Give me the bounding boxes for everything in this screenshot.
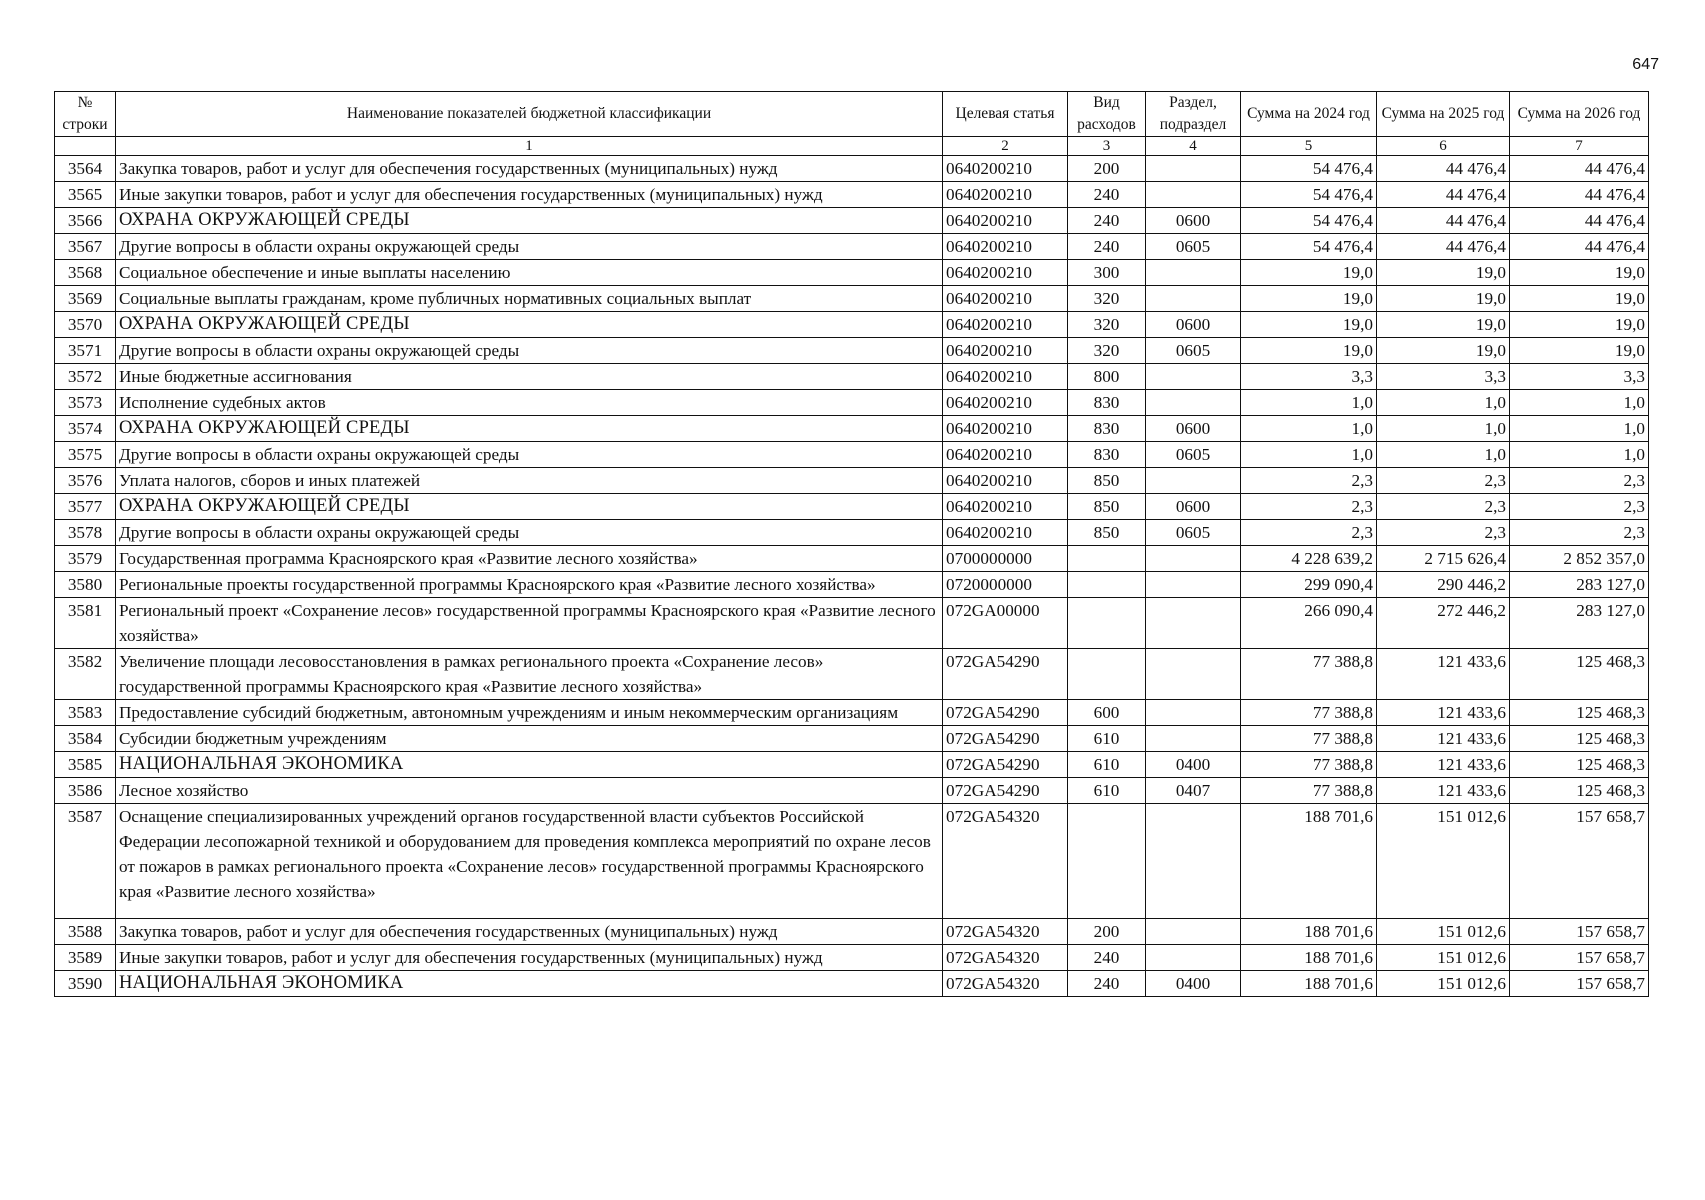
row-target-code: 0640200210 [943, 260, 1068, 286]
column-number: 1 [116, 137, 943, 156]
table-row [55, 919, 1649, 945]
row-target-code: 0640200210 [943, 312, 1068, 338]
row-name: Субсидии бюджетным учреждениям [116, 726, 943, 752]
row-section [1146, 182, 1241, 208]
row-sum-2026: 157 658,7 [1510, 919, 1649, 945]
row-name: Увеличение площади лесовосстановления в рамках регионального проекта «Сохранение лесов» государственной программы Красноярского края «Развитие лесного хозяйства» [116, 649, 943, 700]
row-name: Другие вопросы в области охраны окружающей среды [116, 338, 943, 364]
row-sum-2025: 151 012,6 [1377, 804, 1510, 919]
row-sum-2025: 44 476,4 [1377, 182, 1510, 208]
row-target-code: 072GA54320 [943, 804, 1068, 919]
row-target-code: 0640200210 [943, 494, 1068, 520]
row-name: Социальное обеспечение и иные выплаты населению [116, 260, 943, 286]
row-target-code: 072GA54320 [943, 971, 1068, 997]
row-name: Уплата налогов, сборов и иных платежей [116, 468, 943, 494]
row-name: ОХРАНА ОКРУЖАЮЩЕЙ СРЕДЫ [116, 416, 943, 442]
row-sum-2026: 125 468,3 [1510, 700, 1649, 726]
row-sum-2026: 3,3 [1510, 364, 1649, 390]
row-sum-2024: 77 388,8 [1241, 700, 1377, 726]
row-name: НАЦИОНАЛЬНАЯ ЭКОНОМИКА [116, 752, 943, 778]
row-target-code: 072GA54290 [943, 649, 1068, 700]
row-name: Закупка товаров, работ и услуг для обеспечения государственных (муниципальных) нужд [116, 156, 943, 182]
row-section: 0600 [1146, 208, 1241, 234]
table-row [55, 971, 1649, 997]
row-sum-2026: 157 658,7 [1510, 804, 1649, 919]
row-sum-2025: 19,0 [1377, 260, 1510, 286]
row-section [1146, 572, 1241, 598]
row-sum-2026: 44 476,4 [1510, 156, 1649, 182]
row-sum-2025: 1,0 [1377, 416, 1510, 442]
row-sum-2024: 77 388,8 [1241, 778, 1377, 804]
column-number: 2 [943, 137, 1068, 156]
row-target-code: 0640200210 [943, 182, 1068, 208]
row-number: 3581 [55, 598, 116, 649]
row-sum-2024: 19,0 [1241, 312, 1377, 338]
row-number: 3577 [55, 494, 116, 520]
row-expense-type: 610 [1068, 752, 1146, 778]
row-number: 3565 [55, 182, 116, 208]
row-expense-type: 240 [1068, 208, 1146, 234]
row-sum-2024: 19,0 [1241, 286, 1377, 312]
column-number-blank [55, 137, 116, 156]
row-expense-type: 850 [1068, 468, 1146, 494]
row-sum-2025: 121 433,6 [1377, 726, 1510, 752]
row-expense-type: 320 [1068, 286, 1146, 312]
row-sum-2024: 19,0 [1241, 338, 1377, 364]
row-expense-type: 610 [1068, 778, 1146, 804]
row-name: Исполнение судебных актов [116, 390, 943, 416]
row-number: 3580 [55, 572, 116, 598]
row-number: 3590 [55, 971, 116, 997]
row-number: 3567 [55, 234, 116, 260]
row-sum-2026: 2 852 357,0 [1510, 546, 1649, 572]
table-row [55, 286, 1649, 312]
row-sum-2025: 44 476,4 [1377, 234, 1510, 260]
row-target-code: 072GA54290 [943, 752, 1068, 778]
row-target-code: 0640200210 [943, 364, 1068, 390]
column-number: 3 [1068, 137, 1146, 156]
row-sum-2026: 1,0 [1510, 390, 1649, 416]
row-expense-type [1068, 598, 1146, 649]
row-expense-type: 240 [1068, 234, 1146, 260]
row-sum-2025: 19,0 [1377, 286, 1510, 312]
row-target-code: 0640200210 [943, 468, 1068, 494]
row-sum-2024: 2,3 [1241, 468, 1377, 494]
row-sum-2024: 299 090,4 [1241, 572, 1377, 598]
header-sum-2026: Сумма на 2026 год [1510, 92, 1649, 137]
row-expense-type: 240 [1068, 971, 1146, 997]
table-row [55, 364, 1649, 390]
table-row [55, 468, 1649, 494]
table-row [55, 520, 1649, 546]
column-number-row [55, 137, 1649, 156]
row-number: 3586 [55, 778, 116, 804]
row-sum-2025: 121 433,6 [1377, 778, 1510, 804]
row-target-code: 0640200210 [943, 390, 1068, 416]
row-number: 3585 [55, 752, 116, 778]
row-target-code: 072GA00000 [943, 598, 1068, 649]
row-expense-type: 830 [1068, 442, 1146, 468]
row-section: 0605 [1146, 520, 1241, 546]
row-name: Социальные выплаты гражданам, кроме публичных нормативных социальных выплат [116, 286, 943, 312]
row-expense-type [1068, 804, 1146, 919]
row-section [1146, 546, 1241, 572]
row-sum-2026: 283 127,0 [1510, 598, 1649, 649]
table-row [55, 442, 1649, 468]
row-expense-type: 600 [1068, 700, 1146, 726]
row-number: 3568 [55, 260, 116, 286]
row-sum-2026: 2,3 [1510, 494, 1649, 520]
table-row [55, 945, 1649, 971]
row-section [1146, 390, 1241, 416]
row-sum-2024: 188 701,6 [1241, 804, 1377, 919]
table-row [55, 156, 1649, 182]
row-number: 3589 [55, 945, 116, 971]
row-sum-2024: 2,3 [1241, 520, 1377, 546]
row-expense-type: 320 [1068, 338, 1146, 364]
row-target-code: 0640200210 [943, 286, 1068, 312]
row-sum-2026: 157 658,7 [1510, 971, 1649, 997]
row-section [1146, 156, 1241, 182]
row-sum-2024: 19,0 [1241, 260, 1377, 286]
table-row [55, 649, 1649, 700]
row-sum-2025: 151 012,6 [1377, 919, 1510, 945]
row-section: 0600 [1146, 494, 1241, 520]
column-number: 4 [1146, 137, 1241, 156]
row-section: 0400 [1146, 752, 1241, 778]
row-number: 3573 [55, 390, 116, 416]
table-row [55, 804, 1649, 919]
row-number: 3583 [55, 700, 116, 726]
row-name: ОХРАНА ОКРУЖАЮЩЕЙ СРЕДЫ [116, 208, 943, 234]
row-sum-2025: 3,3 [1377, 364, 1510, 390]
row-sum-2024: 54 476,4 [1241, 208, 1377, 234]
row-expense-type: 800 [1068, 364, 1146, 390]
row-number: 3588 [55, 919, 116, 945]
row-sum-2026: 125 468,3 [1510, 752, 1649, 778]
row-sum-2024: 1,0 [1241, 442, 1377, 468]
row-sum-2024: 3,3 [1241, 364, 1377, 390]
row-expense-type: 830 [1068, 416, 1146, 442]
row-sum-2026: 283 127,0 [1510, 572, 1649, 598]
row-number: 3587 [55, 804, 116, 919]
row-sum-2025: 44 476,4 [1377, 156, 1510, 182]
table-row [55, 700, 1649, 726]
row-sum-2026: 44 476,4 [1510, 208, 1649, 234]
row-sum-2025: 19,0 [1377, 312, 1510, 338]
row-number: 3578 [55, 520, 116, 546]
row-section [1146, 804, 1241, 919]
row-section: 0600 [1146, 416, 1241, 442]
row-sum-2025: 121 433,6 [1377, 752, 1510, 778]
row-name: Иные закупки товаров, работ и услуг для обеспечения государственных (муниципальных) нужд [116, 182, 943, 208]
row-target-code: 0640200210 [943, 208, 1068, 234]
row-expense-type: 240 [1068, 182, 1146, 208]
row-expense-type: 320 [1068, 312, 1146, 338]
row-name: Другие вопросы в области охраны окружающей среды [116, 520, 943, 546]
header-type: Вид расходов [1068, 92, 1146, 137]
row-number: 3571 [55, 338, 116, 364]
column-number: 7 [1510, 137, 1649, 156]
row-name: ОХРАНА ОКРУЖАЮЩЕЙ СРЕДЫ [116, 312, 943, 338]
table-row [55, 390, 1649, 416]
row-sum-2024: 54 476,4 [1241, 156, 1377, 182]
table-row [55, 546, 1649, 572]
header-row [55, 92, 1649, 137]
header-target: Целевая статья [943, 92, 1068, 137]
row-sum-2026: 44 476,4 [1510, 182, 1649, 208]
row-sum-2024: 54 476,4 [1241, 234, 1377, 260]
row-target-code: 072GA54290 [943, 778, 1068, 804]
row-section [1146, 726, 1241, 752]
row-sum-2026: 157 658,7 [1510, 945, 1649, 971]
row-expense-type: 240 [1068, 945, 1146, 971]
row-sum-2026: 19,0 [1510, 338, 1649, 364]
row-section: 0600 [1146, 312, 1241, 338]
row-name: Закупка товаров, работ и услуг для обеспечения государственных (муниципальных) нужд [116, 919, 943, 945]
row-name: НАЦИОНАЛЬНАЯ ЭКОНОМИКА [116, 971, 943, 997]
row-target-code: 072GA54320 [943, 945, 1068, 971]
row-sum-2025: 151 012,6 [1377, 945, 1510, 971]
row-sum-2024: 1,0 [1241, 416, 1377, 442]
row-expense-type: 300 [1068, 260, 1146, 286]
row-name: Региональные проекты государственной программы Красноярского края «Развитие лесного хозяйства» [116, 572, 943, 598]
row-number: 3566 [55, 208, 116, 234]
row-section [1146, 286, 1241, 312]
row-sum-2025: 272 446,2 [1377, 598, 1510, 649]
row-sum-2025: 19,0 [1377, 338, 1510, 364]
row-sum-2024: 2,3 [1241, 494, 1377, 520]
row-sum-2025: 121 433,6 [1377, 700, 1510, 726]
row-sum-2024: 77 388,8 [1241, 649, 1377, 700]
table-row [55, 338, 1649, 364]
row-name: Оснащение специализированных учреждений органов государственной власти субъектов Российской Федерации лесопожарной техникой и оборудованием для проведения комплекса мероприятий по охране лесов от пожаров в рамках регионального проекта «Сохранение лесов» государственной программы Красноярского края «Развитие лесного хозяйства» [116, 804, 943, 919]
row-section: 0605 [1146, 234, 1241, 260]
row-number: 3572 [55, 364, 116, 390]
table-row [55, 598, 1649, 649]
row-sum-2026: 19,0 [1510, 260, 1649, 286]
row-expense-type [1068, 572, 1146, 598]
table-row [55, 572, 1649, 598]
row-number: 3575 [55, 442, 116, 468]
row-name: Иные закупки товаров, работ и услуг для обеспечения государственных (муниципальных) нужд [116, 945, 943, 971]
row-target-code: 0640200210 [943, 234, 1068, 260]
row-sum-2025: 1,0 [1377, 390, 1510, 416]
row-target-code: 0640200210 [943, 156, 1068, 182]
row-target-code: 072GA54290 [943, 700, 1068, 726]
table-row [55, 312, 1649, 338]
column-number: 5 [1241, 137, 1377, 156]
row-section: 0605 [1146, 442, 1241, 468]
table-row [55, 208, 1649, 234]
row-sum-2024: 188 701,6 [1241, 971, 1377, 997]
column-number: 6 [1377, 137, 1510, 156]
row-target-code: 072GA54290 [943, 726, 1068, 752]
row-target-code: 0640200210 [943, 520, 1068, 546]
row-number: 3570 [55, 312, 116, 338]
row-sum-2026: 44 476,4 [1510, 234, 1649, 260]
row-sum-2024: 188 701,6 [1241, 919, 1377, 945]
row-expense-type: 850 [1068, 520, 1146, 546]
row-name: Другие вопросы в области охраны окружающей среды [116, 234, 943, 260]
row-number: 3576 [55, 468, 116, 494]
row-sum-2024: 1,0 [1241, 390, 1377, 416]
table-row [55, 494, 1649, 520]
row-section [1146, 598, 1241, 649]
row-number: 3579 [55, 546, 116, 572]
row-expense-type [1068, 649, 1146, 700]
row-target-code: 0720000000 [943, 572, 1068, 598]
table-row [55, 416, 1649, 442]
row-target-code: 0640200210 [943, 416, 1068, 442]
row-expense-type [1068, 546, 1146, 572]
row-sum-2025: 290 446,2 [1377, 572, 1510, 598]
row-section: 0605 [1146, 338, 1241, 364]
row-sum-2025: 121 433,6 [1377, 649, 1510, 700]
row-sum-2024: 54 476,4 [1241, 182, 1377, 208]
row-name: ОХРАНА ОКРУЖАЮЩЕЙ СРЕДЫ [116, 494, 943, 520]
row-sum-2025: 1,0 [1377, 442, 1510, 468]
row-section [1146, 649, 1241, 700]
table-row [55, 260, 1649, 286]
header-name: Наименование показателей бюджетной классификации [116, 92, 943, 137]
row-sum-2025: 2 715 626,4 [1377, 546, 1510, 572]
header-row-no: № строки [55, 92, 116, 137]
table-row [55, 234, 1649, 260]
row-expense-type: 830 [1068, 390, 1146, 416]
row-section [1146, 364, 1241, 390]
row-target-code: 0640200210 [943, 338, 1068, 364]
row-sum-2026: 19,0 [1510, 312, 1649, 338]
table-row [55, 752, 1649, 778]
row-sum-2025: 44 476,4 [1377, 208, 1510, 234]
row-expense-type: 610 [1068, 726, 1146, 752]
page-number: 647 [1632, 56, 1659, 73]
row-sum-2024: 266 090,4 [1241, 598, 1377, 649]
row-sum-2025: 2,3 [1377, 520, 1510, 546]
row-sum-2025: 2,3 [1377, 494, 1510, 520]
row-name: Лесное хозяйство [116, 778, 943, 804]
row-sum-2026: 125 468,3 [1510, 649, 1649, 700]
row-expense-type: 200 [1068, 156, 1146, 182]
row-section [1146, 468, 1241, 494]
row-number: 3582 [55, 649, 116, 700]
row-sum-2026: 125 468,3 [1510, 726, 1649, 752]
row-name: Другие вопросы в области охраны окружающей среды [116, 442, 943, 468]
row-number: 3564 [55, 156, 116, 182]
row-name: Иные бюджетные ассигнования [116, 364, 943, 390]
budget-table [54, 91, 1649, 997]
row-sum-2026: 2,3 [1510, 468, 1649, 494]
row-target-code: 0700000000 [943, 546, 1068, 572]
table-row [55, 726, 1649, 752]
row-expense-type: 850 [1068, 494, 1146, 520]
row-sum-2026: 19,0 [1510, 286, 1649, 312]
row-sum-2026: 2,3 [1510, 520, 1649, 546]
row-sum-2026: 1,0 [1510, 442, 1649, 468]
row-sum-2024: 188 701,6 [1241, 945, 1377, 971]
header-sum-2024: Сумма на 2024 год [1241, 92, 1377, 137]
row-expense-type: 200 [1068, 919, 1146, 945]
row-section [1146, 919, 1241, 945]
row-sum-2025: 151 012,6 [1377, 971, 1510, 997]
row-number: 3574 [55, 416, 116, 442]
row-section: 0407 [1146, 778, 1241, 804]
row-sum-2026: 1,0 [1510, 416, 1649, 442]
row-name: Предоставление субсидий бюджетным, автономным учреждениям и иным некоммерческим организациям [116, 700, 943, 726]
row-sum-2024: 77 388,8 [1241, 752, 1377, 778]
row-sum-2024: 4 228 639,2 [1241, 546, 1377, 572]
row-sum-2026: 125 468,3 [1510, 778, 1649, 804]
row-sum-2025: 2,3 [1377, 468, 1510, 494]
table-row [55, 182, 1649, 208]
table-row [55, 778, 1649, 804]
row-section [1146, 260, 1241, 286]
header-section: Раздел, подраздел [1146, 92, 1241, 137]
row-section [1146, 700, 1241, 726]
row-name: Региональный проект «Сохранение лесов» государственной программы Красноярского края «Развитие лесного хозяйства» [116, 598, 943, 649]
row-number: 3569 [55, 286, 116, 312]
row-target-code: 0640200210 [943, 442, 1068, 468]
row-section [1146, 945, 1241, 971]
row-sum-2024: 77 388,8 [1241, 726, 1377, 752]
row-name: Государственная программа Красноярского края «Развитие лесного хозяйства» [116, 546, 943, 572]
header-sum-2025: Сумма на 2025 год [1377, 92, 1510, 137]
row-section: 0400 [1146, 971, 1241, 997]
row-number: 3584 [55, 726, 116, 752]
row-target-code: 072GA54320 [943, 919, 1068, 945]
